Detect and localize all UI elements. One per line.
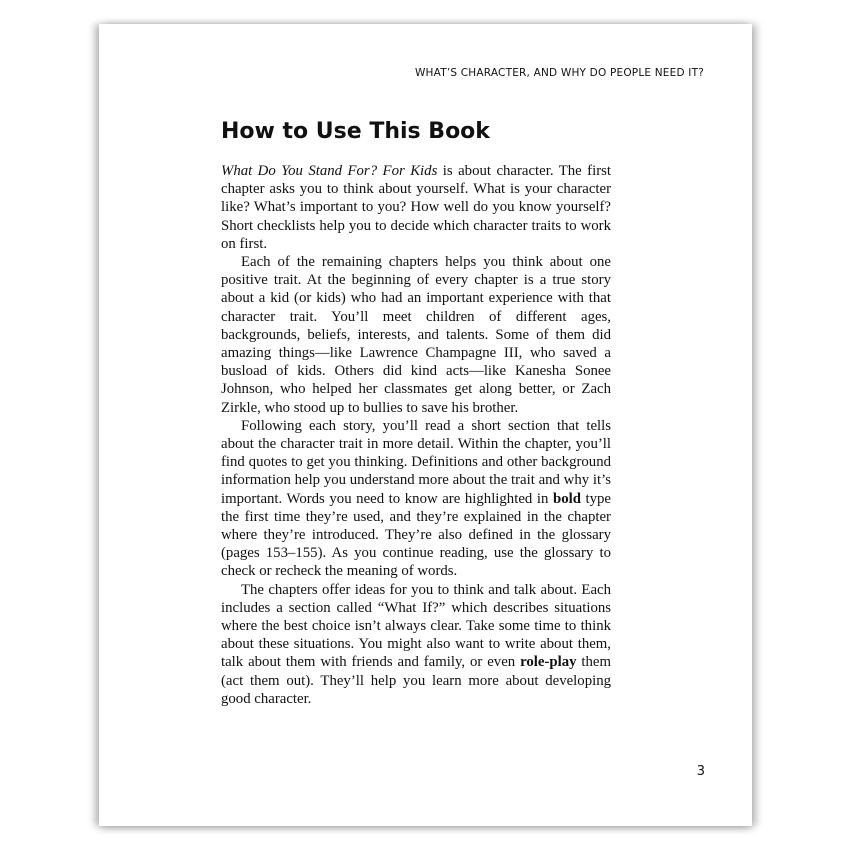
book-page [99,24,752,826]
running-head: WHAT’S CHARACTER, AND WHY DO PEOPLE NEED IT? [414,67,704,79]
paragraph-3-text-before: Following each story, you’ll read a short section that tells about the character trait in more detail. Within the chapter, you’ll find quotes to get you thinking. Definitions and other background information help you understand more about the trait and why it’s important. Words you need to know are highlighted in [221,417,611,507]
paragraph-1-text: is about character. The first chapter asks you to think about yourself. What is your character like? What’s important to you? How well do you know yourself? Short checklists help you to decide which character traits to work on first. [221,163,612,252]
paragraph-2-text: Each of the remaining chapters helps you think about one positive trait. At the beginning of every chapter is a true story about a kid (or kids) who had an important experience with that character trait. You’ll meet children of different ages, backgrounds, beliefs, interests, and talents. Some of them did amazing things—like Lawrence Champagne III, who saved a busload of kids. Others did kind acts—like Kanesha Sonee Johnson, who helped her classmates get along better, or Zach Zirkle, who stood up to bullies to save his brother. [221,254,611,416]
paragraph-3-text-after: type the first time they’re used, and they’re explained in the chapter where they’re introduced. They’re also defined in the glossary (pages 153–155). As you continue reading, use the glossary to check or recheck the meaning of words. [221,490,611,580]
bold-term-role-play: role-play [520,654,577,671]
paragraph-3 [221,417,611,581]
page-title: How to Use This Book [221,119,490,144]
paragraph-4 [221,581,611,708]
page-number: 3 [696,764,705,779]
paragraph-2 [221,253,611,417]
book-title-italic: What Do You Stand For? For Kids [221,163,438,179]
paragraph-4-text-after: them (act them out). They’ll help you learn more about developing good character. [221,654,611,707]
paragraph-4-text-before: The chapters offer ideas for you to think and talk about. Each includes a section called “What If?” which describes situations where the best choice isn’t always clear. Take some time to think about these situations. You might also want to write about them, talk about them with friends and family, or even [221,581,611,671]
paragraph-1 [221,162,611,253]
bold-term-bold: bold [552,490,581,507]
body-text [221,162,611,708]
